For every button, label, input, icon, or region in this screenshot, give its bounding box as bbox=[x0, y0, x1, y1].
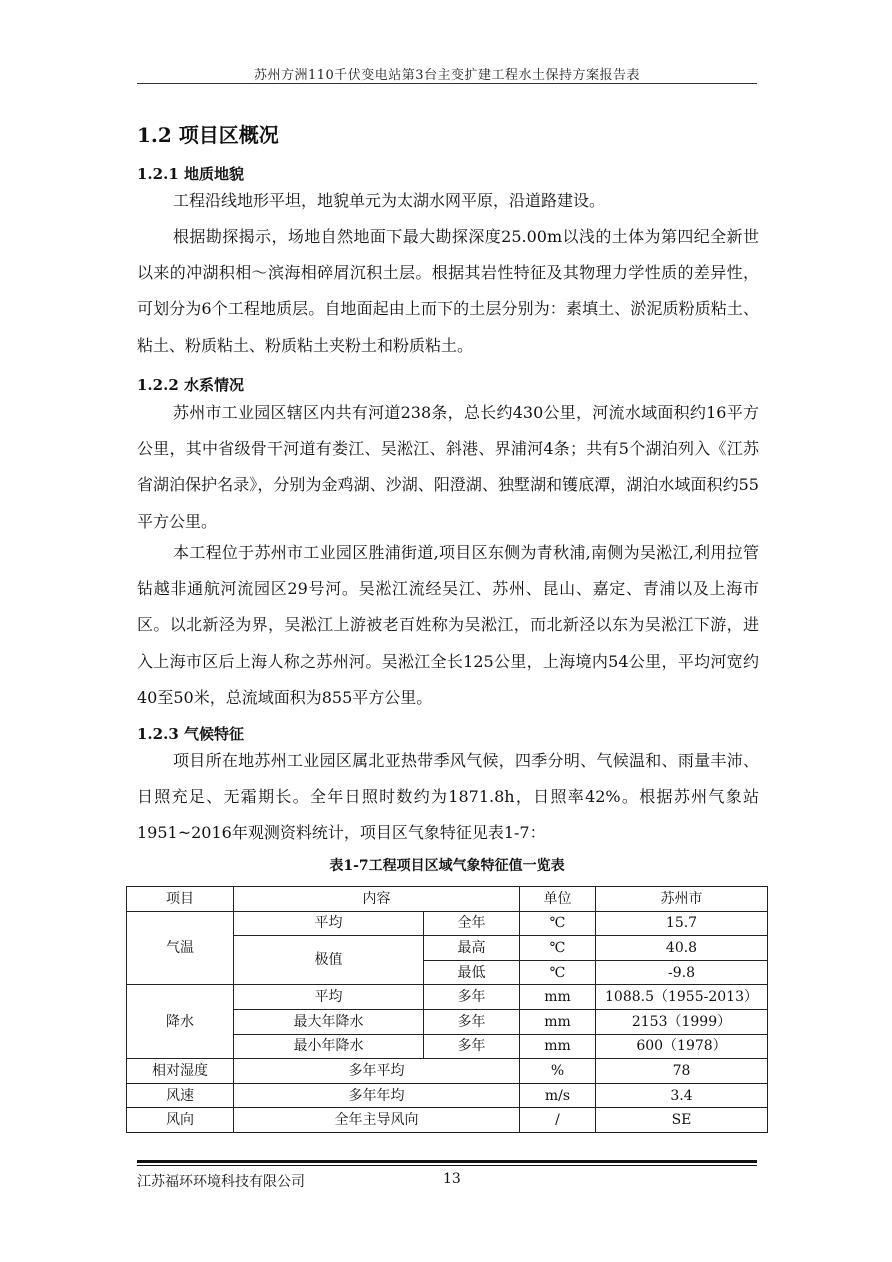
table-cell: 40.8 bbox=[596, 936, 768, 961]
table-cell: 3.4 bbox=[596, 1083, 768, 1108]
paragraph-climate-1: 项目所在地苏州工业园区属北亚热带季风气候，四季分明、气候温和、雨量丰沛、日照充足、无霜期长。全年日照时数约为1871.8h，日照率42%。根据苏州气象站1951~2016年观测资料统计，项目区气象特征见表1-7： bbox=[137, 751, 759, 843]
header-cell: 苏州市 bbox=[596, 887, 768, 912]
header-rule bbox=[137, 83, 757, 84]
table-cell: mm bbox=[520, 985, 596, 1010]
table-cell: / bbox=[520, 1108, 596, 1133]
table-row bbox=[127, 1059, 768, 1084]
table-cell: mm bbox=[520, 1034, 596, 1059]
table-cell: m/s bbox=[520, 1083, 596, 1108]
table-cell: 相对湿度 bbox=[127, 1059, 234, 1084]
table-cell: 最高 bbox=[424, 936, 520, 961]
footer-rule-thick bbox=[137, 1160, 757, 1163]
table-cell: mm bbox=[520, 1009, 596, 1034]
table-cell: 多年 bbox=[424, 985, 520, 1010]
table-cell: 15.7 bbox=[596, 911, 768, 936]
table-cell: SE bbox=[596, 1108, 768, 1133]
table-cell: 极值 bbox=[234, 936, 424, 985]
table-cell: 最小年降水 bbox=[234, 1034, 424, 1059]
table-cell: 风速 bbox=[127, 1083, 234, 1108]
page-number: 13 bbox=[443, 1171, 461, 1187]
table-cell: ℃ bbox=[520, 960, 596, 985]
table-header-row bbox=[127, 887, 768, 912]
table-cell: 多年 bbox=[424, 1009, 520, 1034]
table-cell: 最大年降水 bbox=[234, 1009, 424, 1034]
table-row bbox=[127, 985, 768, 1010]
table-cell: -9.8 bbox=[596, 960, 768, 985]
table-cell: 全年主导风向 bbox=[234, 1108, 520, 1133]
table-cell: 多年平均 bbox=[234, 1059, 520, 1084]
header-cell: 单位 bbox=[520, 887, 596, 912]
table-cell: % bbox=[520, 1059, 596, 1084]
paragraph-water-2: 本工程位于苏州市工业园区胜浦街道,项目区东侧为青秋浦,南侧为吴淞江,利用拉管钻越非通航河流园区29号河。吴淞江流经吴江、苏州、昆山、嘉定、青浦以及上海市区。以北新泾为界，吴淞江上游被老百姓称为吴淞江，而北新泾以东为吴淞江下游，进入上海市区后上海人称之苏州河。吴淞江全长125公里，上海境内54公里，平均河宽约40至50米，总流域面积为855平方公里。 bbox=[137, 543, 759, 707]
table-cell: 2153（1999） bbox=[596, 1009, 768, 1034]
paragraph-geology-1: 工程沿线地形平坦，地貌单元为太湖水网平原，沿道路建设。 bbox=[173, 191, 606, 210]
table-row bbox=[127, 1108, 768, 1133]
subsection-title-geology: 1.2.1 地质地貌 bbox=[137, 165, 244, 183]
climate-table bbox=[126, 886, 768, 1133]
subsection-title-water: 1.2.2 水系情况 bbox=[137, 376, 244, 394]
table-cell: 1088.5（1955-2013） bbox=[596, 985, 768, 1010]
table-cell: 风向 bbox=[127, 1108, 234, 1133]
paragraph-water-1: 苏州市工业园区辖区内共有河道238条，总长约430公里，河流水域面积约16平方公里，其中省级骨干河道有娄江、吴淞江、斜港、界浦河4条；共有5个湖泊列入《江苏省湖泊保护名录》，分别为金鸡湖、沙湖、阳澄湖、独墅湖和镬底潭，湖泊水域面积约55平方公里。 bbox=[137, 403, 759, 531]
table-cell: 78 bbox=[596, 1059, 768, 1084]
subsection-title-climate: 1.2.3 气候特征 bbox=[137, 725, 244, 743]
table-row bbox=[127, 1083, 768, 1108]
table-cell: 最低 bbox=[424, 960, 520, 985]
row-group-label: 气温 bbox=[127, 911, 234, 985]
running-header: 苏州方洲110千伏变电站第3台主变扩建工程水土保持方案报告表 bbox=[253, 68, 641, 83]
table-cell: 600（1978） bbox=[596, 1034, 768, 1059]
table-cell: ℃ bbox=[520, 936, 596, 961]
footer-rule-thin bbox=[137, 1165, 757, 1166]
table-cell: 平均 bbox=[234, 985, 424, 1010]
table-cell: 多年 bbox=[424, 1034, 520, 1059]
table-caption: 表1-7工程项目区域气象特征值一览表 bbox=[329, 858, 565, 874]
paragraph-geology-2: 根据勘探揭示，场地自然地面下最大勘探深度25.00m以浅的土体为第四纪全新世以来的冲湖积相～滨海相碎屑沉积土层。根据其岩性特征及其物理力学性质的差异性，可划分为6个工程地质层。自地面起由上而下的土层分别为：素填土、淤泥质粉质粘土、粘土、粉质粘土、粉质粘土夹粉土和粉质粘土。 bbox=[137, 227, 759, 355]
footer-company: 江苏福环环境科技有限公司 bbox=[137, 1174, 305, 1190]
header-cell: 内容 bbox=[234, 887, 520, 912]
table-cell: 全年 bbox=[424, 911, 520, 936]
table-cell: ℃ bbox=[520, 911, 596, 936]
header-cell: 项目 bbox=[127, 887, 234, 912]
table-row bbox=[127, 911, 768, 936]
row-group-label: 降水 bbox=[127, 985, 234, 1059]
table-cell: 平均 bbox=[234, 911, 424, 936]
section-title: 1.2 项目区概况 bbox=[137, 123, 279, 147]
table-cell: 多年年均 bbox=[234, 1083, 520, 1108]
